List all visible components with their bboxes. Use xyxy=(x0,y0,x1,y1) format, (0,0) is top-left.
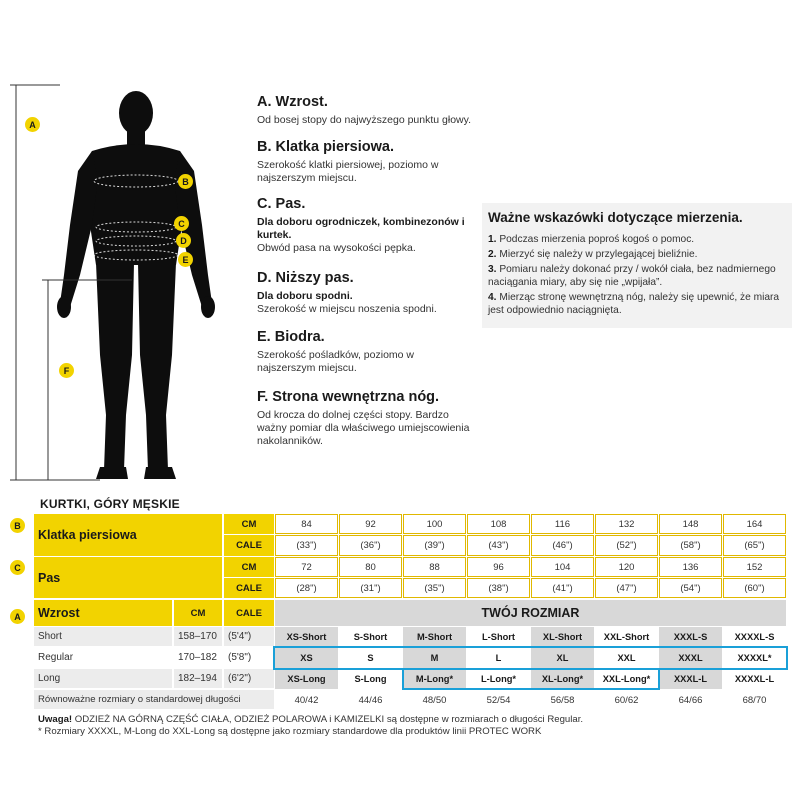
height-row-cale: (6'2") xyxy=(224,669,274,689)
equivalent-value: 68/70 xyxy=(742,694,767,706)
measure-a-text: Od bosej stopy do najwyższego punktu głowy. xyxy=(257,114,472,126)
size-cell: L xyxy=(467,648,530,668)
chest-cm-value: 164 xyxy=(723,514,786,534)
size-cell: S-Long xyxy=(339,669,402,689)
height-cm-label: CM xyxy=(174,600,222,626)
size-cell: XXXXL-S xyxy=(723,627,786,647)
waist-cm-value: 96 xyxy=(467,557,530,577)
size-cell: XS-Long xyxy=(275,669,338,689)
height-row-cm: 170–182 xyxy=(174,648,222,668)
size-cell: M-Short xyxy=(403,627,466,647)
size-cell: XXXXL* xyxy=(723,648,786,668)
size-cell: XXXL-L xyxy=(659,669,722,689)
tip-3: 3. Pomiaru należy dokonać przy / wokół ciała, bez nadmiernego naciągania miary, aby się nie „wpijała”. xyxy=(488,264,776,288)
equivalent-value: 64/66 xyxy=(678,694,703,706)
waist-cm-value: 104 xyxy=(531,557,594,577)
waist-cale-value: (31") xyxy=(339,578,402,598)
measure-d-text: Szerokość w miejscu noszenia spodni. xyxy=(257,303,437,315)
measure-b-title: B. Klatka piersiowa. xyxy=(257,139,394,155)
height-row-name: Regular xyxy=(34,648,172,668)
chest-cm-value: 116 xyxy=(531,514,594,534)
body-measurement-figure xyxy=(0,75,240,495)
tip-1: 1. Podczas mierzenia poproś kogoś o pomoc. xyxy=(488,234,695,245)
chest-cm-value: 132 xyxy=(595,514,658,534)
chest-cm-value: 108 xyxy=(467,514,530,534)
tip-2: 2. Mierzyć się należy w przylegającej bieliźnie. xyxy=(488,249,698,260)
waist-cale-value: (28") xyxy=(275,578,338,598)
measure-d-bold: Dla doboru spodni. xyxy=(257,290,353,302)
size-table-title: KURTKI, GÓRY MĘSKIE xyxy=(40,497,180,511)
waist-cale-label: CALE xyxy=(224,578,274,598)
equivalent-value: 60/62 xyxy=(614,694,639,706)
size-cell: XXXL xyxy=(659,648,722,668)
equivalent-value: 48/50 xyxy=(422,694,447,706)
size-cell: L-Long* xyxy=(467,669,530,689)
measure-e xyxy=(257,329,437,375)
chest-cm-value: 84 xyxy=(275,514,338,534)
chest-cale-value: (46") xyxy=(531,535,594,556)
waist-cale-value: (41") xyxy=(531,578,594,598)
chest-cale-value: (43") xyxy=(467,535,530,556)
size-cell: XXXXL-L xyxy=(723,669,786,689)
size-cell: XXL-Long* xyxy=(595,669,658,689)
human-silhouette-icon xyxy=(0,75,240,495)
equivalent-label: Równoważne rozmiary o standardowej długości xyxy=(34,690,274,710)
size-cell: S-Short xyxy=(339,627,402,647)
badge-b: B xyxy=(178,174,193,189)
measure-c-title: C. Pas. xyxy=(257,196,306,212)
size-cell: XS-Short xyxy=(275,627,338,647)
measuring-tips-box xyxy=(482,203,792,328)
notes xyxy=(38,714,583,738)
chest-cale-value: (39") xyxy=(403,535,466,556)
equivalent-value: 56/58 xyxy=(550,694,575,706)
waist-badge: C xyxy=(10,560,25,575)
badge-a: A xyxy=(25,117,40,132)
measure-f-text: Od krocza do dolnej części stopy. Bardzo ważny pomiar dla właściwego umiejscowienia nakolanników. xyxy=(257,409,470,447)
badge-c: C xyxy=(174,216,189,231)
measure-c xyxy=(257,196,467,255)
measure-f xyxy=(257,389,477,448)
waist-cale-value: (35") xyxy=(403,578,466,598)
tip-4: 4. Mierząc stronę wewnętrzną nóg, należy się upewnić, że miara jest odpowiednio naciągnięta. xyxy=(488,292,780,316)
waist-cale-value: (38") xyxy=(467,578,530,598)
height-row-name: Long xyxy=(34,669,172,689)
height-badge: A xyxy=(10,609,25,624)
chest-cale-value: (65") xyxy=(723,535,786,556)
size-cell: XS xyxy=(275,648,338,668)
measure-c-bold: Dla doboru ogrodniczek, kombinezonów i kurtek. xyxy=(257,216,465,241)
chest-cm-value: 92 xyxy=(339,514,402,534)
waist-label: Pas xyxy=(34,557,222,598)
measure-b xyxy=(257,139,472,185)
chest-cale-value: (33") xyxy=(275,535,338,556)
size-cell: M xyxy=(403,648,466,668)
measure-d-title: D. Niższy pas. xyxy=(257,270,354,286)
height-row-cale: (5'4") xyxy=(224,627,274,647)
chest-cale-value: (52") xyxy=(595,535,658,556)
measure-e-text: Szerokość pośladków, poziomo w najszerszym miejscu. xyxy=(257,349,414,374)
waist-cm-value: 136 xyxy=(659,557,722,577)
chest-cale-label: CALE xyxy=(224,535,274,556)
waist-cm-label: CM xyxy=(224,557,274,577)
size-cell: L-Short xyxy=(467,627,530,647)
badge-e: E xyxy=(178,252,193,267)
height-row-cm: 158–170 xyxy=(174,627,222,647)
height-row-cm: 182–194 xyxy=(174,669,222,689)
height-cale-label: CALE xyxy=(224,600,274,626)
waist-cm-value: 88 xyxy=(403,557,466,577)
size-cell: XXXL-S xyxy=(659,627,722,647)
chest-badge: B xyxy=(10,518,25,533)
warning-note: Uwaga! ODZIEŻ NA GÓRNĄ CZĘŚĆ CIAŁA, ODZIEŻ POLAROWA i KAMIZELKI są dostępne w rozmiarach o długości Regular. xyxy=(38,714,584,725)
tips-title: Ważne wskazówki dotyczące mierzenia. xyxy=(488,210,743,225)
height-label: Wzrost xyxy=(34,600,172,626)
footnote: * Rozmiary XXXXL, M-Long do XXL-Long są dostępne jako rozmiary standardowe dla produktów linii PROTEC WORK xyxy=(38,726,542,737)
chest-cm-label: CM xyxy=(224,514,274,534)
chest-label: Klatka piersiowa xyxy=(34,514,222,556)
measure-b-text: Szerokość klatki piersiowej, poziomo w najszerszym miejscu. xyxy=(257,159,439,184)
waist-cale-value: (60") xyxy=(723,578,786,598)
height-row-cale: (5'8") xyxy=(224,648,274,668)
badge-d: D xyxy=(176,233,191,248)
waist-cm-value: 72 xyxy=(275,557,338,577)
waist-cm-value: 80 xyxy=(339,557,402,577)
chest-cale-value: (36") xyxy=(339,535,402,556)
measure-d xyxy=(257,270,472,316)
your-size-header: TWÓJ ROZMIAR xyxy=(275,600,786,626)
equivalent-value: 52/54 xyxy=(486,694,511,706)
measure-a xyxy=(257,94,497,127)
measure-c-text: Obwód pasa na wysokości pępka. xyxy=(257,242,416,254)
waist-cale-value: (54") xyxy=(659,578,722,598)
size-cell: XL-Long* xyxy=(531,669,594,689)
size-cell: XL-Short xyxy=(531,627,594,647)
equivalent-value: 40/42 xyxy=(294,694,319,706)
waist-cm-value: 120 xyxy=(595,557,658,577)
chest-cale-value: (58") xyxy=(659,535,722,556)
size-cell: XXL xyxy=(595,648,658,668)
measure-a-title: A. Wzrost. xyxy=(257,94,328,110)
waist-cale-value: (47") xyxy=(595,578,658,598)
waist-cm-value: 152 xyxy=(723,557,786,577)
measure-e-title: E. Biodra. xyxy=(257,329,325,345)
size-cell: M-Long* xyxy=(403,669,466,689)
chest-cm-value: 100 xyxy=(403,514,466,534)
size-cell: XXL-Short xyxy=(595,627,658,647)
equivalent-value: 44/46 xyxy=(358,694,383,706)
height-row-name: Short xyxy=(34,627,172,647)
chest-cm-value: 148 xyxy=(659,514,722,534)
size-cell: XL xyxy=(531,648,594,668)
size-cell: S xyxy=(339,648,402,668)
badge-f: F xyxy=(59,363,74,378)
measure-f-title: F. Strona wewnętrzna nóg. xyxy=(257,389,440,405)
